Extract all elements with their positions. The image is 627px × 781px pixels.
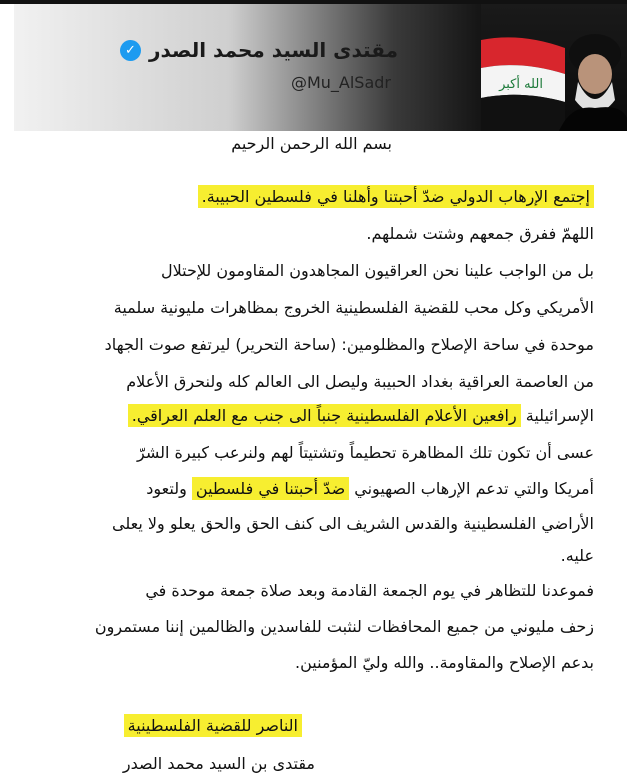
highlight-signature-title: الناصر للقضية الفلسطينية	[124, 714, 302, 737]
account-handle[interactable]: @Mu_AlSadr	[290, 73, 391, 92]
post-line-8: عسى أن تكون تلك المظاهرة تحطيماً وتشتيتاً لهم ولنرعب كبيرة الشرّ	[137, 443, 594, 462]
highlight-line-1: إجتمع الإرهاب الدولي ضدّ أحبتنا وأهلنا في فلسطين الحبيبة.	[198, 185, 594, 208]
post-line-2: اللهمّ ففرق جمعهم وشتت شملهم.	[366, 224, 594, 243]
post-line-13: زحف مليوني من جميع المحافظات لنثبت للفاسدين والظالمين إننا مستمرون	[94, 617, 594, 636]
post-line-9	[146, 474, 594, 504]
post-line-7a: الإسرائيلية	[525, 406, 594, 425]
signature-name: مقتدى بن السيد محمد الصدر	[122, 754, 315, 773]
signature-title	[124, 711, 302, 741]
post-line-10: الأراضي الفلسطينية والقدس الشريف الى كنف الحق والحق يعلو ولا يعلى	[112, 514, 594, 533]
post-line-7	[128, 401, 594, 431]
post-line-9c: ولتعود	[146, 479, 187, 498]
highlight-line-9: ضدّ أحبتنا في فلسطين	[192, 477, 349, 500]
post-line-6: من العاصمة العراقية بغداد الحبيبة وليصل الى العالم كله ولنحرق الأعلام	[126, 372, 594, 391]
post-line-9a: أمريكا والتي تدعم الإرهاب الصهيوني	[354, 479, 594, 498]
post-line-12: فموعدنا للتظاهر في يوم الجمعة القادمة وبعد صلاة جمعة موحدة في	[145, 581, 594, 600]
post-line-14: بدعم الإصلاح والمقاومة.. والله وليّ المؤمنين.	[294, 653, 594, 672]
post-line-5: موحدة في ساحة الإصلاح والمظلومين: (ساحة التحرير) ليرتفع صوت الجهاد	[104, 335, 594, 354]
post-line-11: عليه.	[560, 546, 594, 565]
account-name[interactable]: مقتدى السيد محمد الصدر	[148, 38, 398, 62]
verified-badge-icon: ✓	[120, 40, 141, 61]
post-line-1	[198, 182, 594, 212]
post-line-3: بل من الواجب علينا نحن العراقيون المجاهدون المقاومون للإحتلال	[160, 261, 594, 280]
post-line-4: الأمريكي وكل محب للقضية الفلسطينية الخروج بمظاهرات مليونية سلمية	[113, 298, 594, 317]
basmala-line: بسم الله الرحمن الرحيم	[231, 134, 392, 153]
flag-takbir-text: الله أكبر	[499, 77, 543, 92]
highlight-line-7: رافعين الأعلام الفلسطينية جنباً الى جنب مع العلم العراقي.	[128, 404, 521, 427]
